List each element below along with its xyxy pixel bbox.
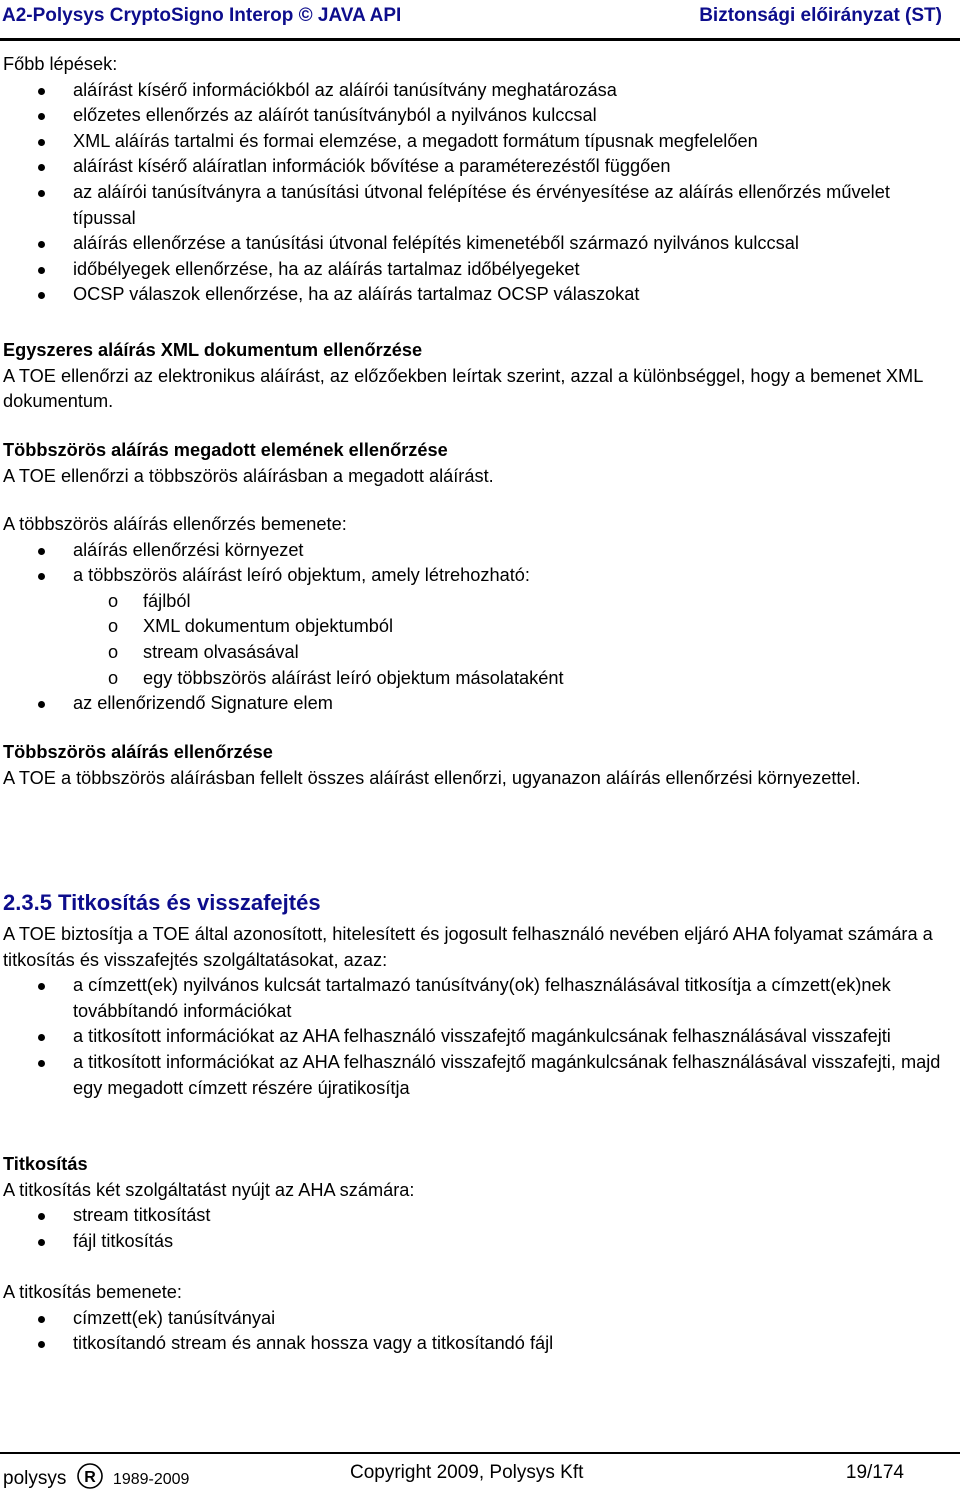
header-doc-type: Biztonsági előirányzat (ST) [699,5,942,26]
multi-input-list-tail [3,691,953,717]
list-item: aláírást kísérő aláíratlan információk bővítése a paraméterezéstől függően [3,154,953,180]
encryption-input-title: A titkosítás bemenete: [3,1282,182,1302]
list-item: előzetes ellenőrzés az aláírót tanúsítványból a nyilvános kulccsal [3,103,953,129]
list-item: a címzett(ek) nyilvános kulcsát tartalmazó tanúsítvány(ok) felhasználásával titkosítja a címzett(ek)nek továbbítandó információkat [3,973,953,1024]
list-item: a többszörös aláírást leíró objektum, amely létrehozható: [3,563,953,589]
multi-input-list [3,538,953,589]
list-item: aláírást kísérő információkból az aláírói tanúsítvány meghatározása [3,78,953,104]
list-item: aláírás ellenőrzése a tanúsítási útvonal felépítés kimenetéből származó nyilvános kulccsal [3,231,953,257]
encryption-input-list [3,1306,953,1357]
multi-given-text: A TOE ellenőrzi a többszörös aláírásban a megadott aláírást. [3,465,494,486]
list-item: titkosítandó stream és annak hossza vagy a titkosítandó fájl [3,1331,953,1357]
footer-brand-name: polysys [3,1468,67,1489]
list-item: a titkosított információkat az AHA felhasználó visszafejtő magánkulcsának felhasználásával visszafejti [3,1024,953,1050]
section-intro: A TOE biztosítja a TOE által azonosított, hitelesített és jogosult felhasználó nevében eljáró AHA folyamat számára a titkosítás és visszafejtés szolgáltatásokat, azaz: [3,924,933,970]
registered-icon [76,1462,104,1490]
multi-given-title: Többszörös aláírás megadott elemének ellenőrzése [3,440,448,460]
footer-divider [0,1452,960,1454]
multi-input-sublist [3,589,953,691]
encryption-input-section [3,1280,953,1357]
multi-input-title: A többszörös aláírás ellenőrzés bemenete: [3,514,347,534]
single-signature-title: Egyszeres aláírás XML dokumentum ellenőrzése [3,340,423,360]
svg-text:R: R [83,1469,96,1486]
single-signature-section [3,338,953,415]
main-steps-title: Főbb lépések: [3,54,118,74]
list-item: időbélyegek ellenőrzése, ha az aláírás tartalmaz időbélyegeket [3,257,953,283]
multi-check-title: Többszörös aláírás ellenőrzése [3,742,273,762]
encryption-services-section [3,1152,953,1254]
encryption-list [3,1203,953,1254]
sub-list-item: o fájlból [3,589,953,615]
header-title: A2-Polysys CryptoSigno Interop © JAVA API [2,5,402,26]
list-item: az ellenőrizendő Signature elem [3,691,953,717]
page-header [0,0,960,40]
list-item: az aláírói tanúsítványra a tanúsítási útvonal felépítése és érvényesítése az aláírás ellenőrzés művelet típussal [3,180,953,231]
section-encryption [3,888,953,1101]
footer-page-number: 19/174 [845,1462,904,1483]
encryption-title: Titkosítás [3,1154,88,1174]
list-item: fájl titkosítás [3,1229,953,1255]
footer-years: 1989-2009 [112,1471,190,1488]
section-list [3,973,953,1101]
main-steps-section [3,52,953,308]
list-item: címzett(ek) tanúsítványai [3,1306,953,1332]
list-item: a titkosított információkat az AHA felhasználó visszafejtő magánkulcsának felhasználásával visszafejti, majd egy megadott címzett részére újratikosítja [3,1050,953,1101]
footer-brand [3,1462,189,1490]
multi-check-section [3,740,953,791]
list-item: stream titkosítást [3,1203,953,1229]
list-item: aláírás ellenőrzési környezet [3,538,953,564]
list-item: OCSP válaszok ellenőrzése, ha az aláírás tartalmaz OCSP válaszokat [3,282,953,308]
multi-input-section [3,512,953,717]
footer-copyright: Copyright 2009, Polysys Kft [350,1462,584,1483]
section-heading: 2.3.5 Titkosítás és visszafejtés [3,890,321,915]
header-divider [0,38,960,41]
sub-list-item: o stream olvasásával [3,640,953,666]
sub-list-item: o egy többszörös aláírást leíró objektum másolataként [3,666,953,692]
encryption-text: A titkosítás két szolgáltatást nyújt az AHA számára: [3,1179,415,1200]
list-item: XML aláírás tartalmi és formai elemzése, a megadott formátum típusnak megfelelően [3,129,953,155]
multi-check-text: A TOE a többszörös aláírásban fellelt összes aláírást ellenőrzi, ugyanazon aláírás ellenőrzési környezettel. [3,767,861,788]
sub-list-item: o XML dokumentum objektumból [3,614,953,640]
single-signature-text: A TOE ellenőrzi az elektronikus aláírást, az előzőekben leírtak szerint, azzal a különbséggel, hogy a bemenet XML dokumentum. [3,365,923,412]
multi-given-section [3,438,953,489]
main-steps-list [3,78,953,308]
